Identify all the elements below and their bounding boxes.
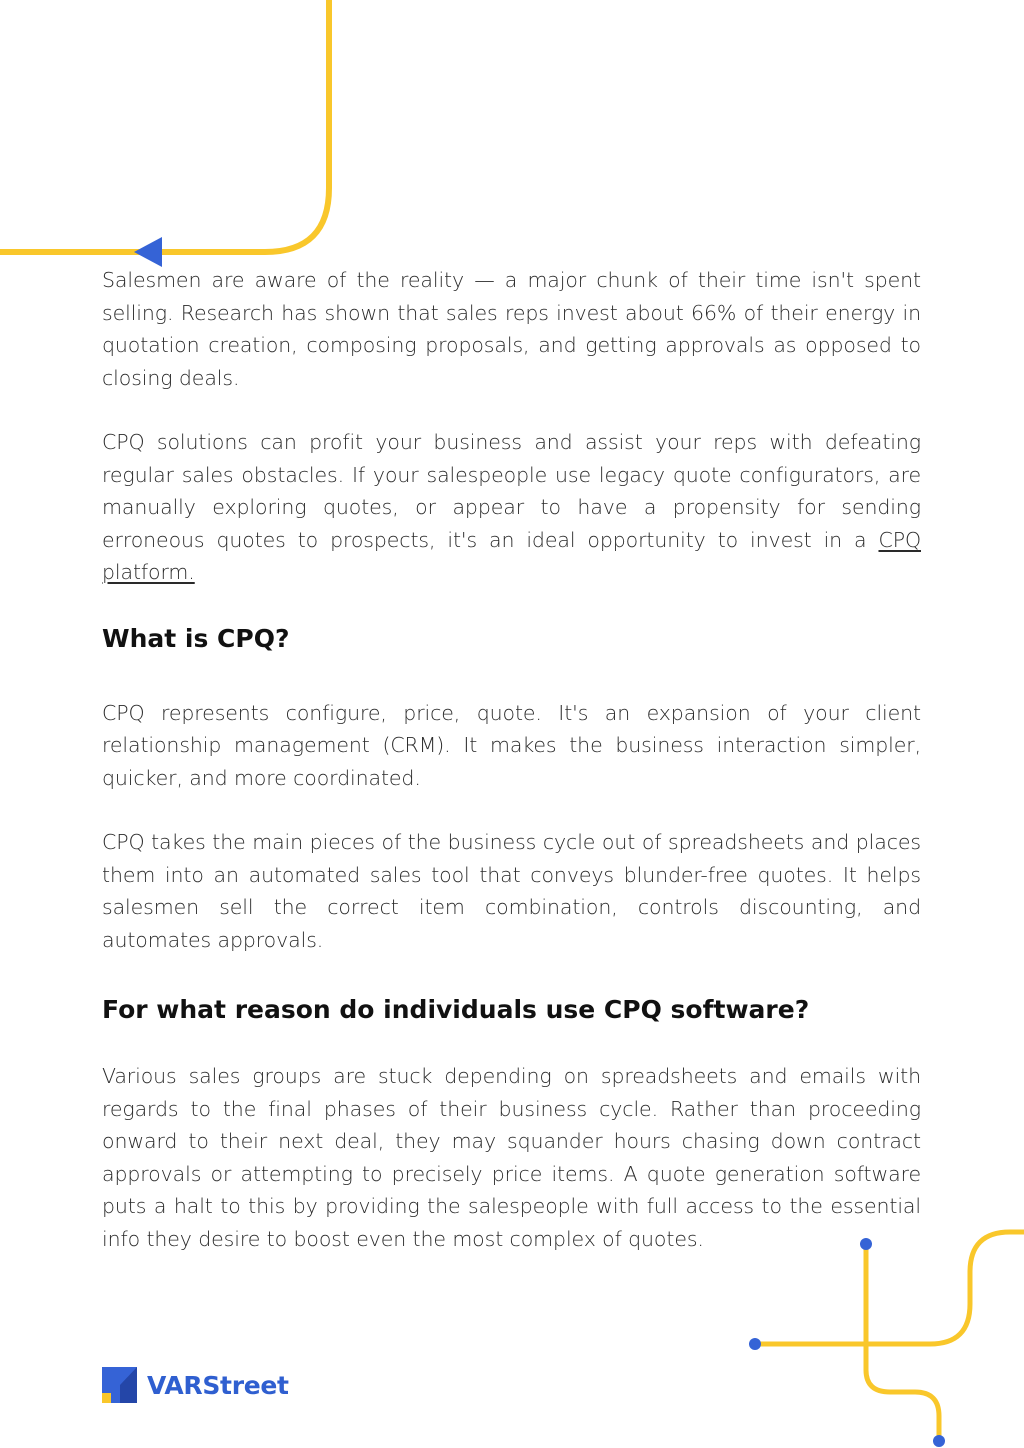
solutions-paragraph bbox=[102, 426, 921, 589]
cpq-description-paragraph: CPQ takes the main pieces of the business cycle out of spreadsheets and places them into an automated sales tool that conveys blunder-free quotes. It helps salesmen sell the correct item combination, controls discounting, and automates approvals. bbox=[102, 830, 921, 952]
blue-dot-bottom bbox=[933, 1435, 945, 1447]
logo-text: VARStreet bbox=[147, 1370, 289, 1400]
varstreet-logo bbox=[102, 1366, 289, 1404]
blue-dot-left bbox=[749, 1338, 761, 1350]
varstreet-logo-mark-icon bbox=[102, 1367, 137, 1403]
top-yellow-line bbox=[0, 0, 329, 252]
why-use-cpq-heading: For what reason do individuals use CPQ software? bbox=[102, 995, 810, 1024]
cpq-platform-link[interactable]: CPQ platform. bbox=[102, 527, 921, 584]
what-is-cpq-heading: What is CPQ? bbox=[102, 623, 290, 653]
cpq-definition-paragraph: CPQ represents configure, price, quote. It's an expansion of your client relationship management (CRM). It makes the business interaction simpler, quicker, and more coordinated. bbox=[102, 700, 921, 790]
intro-paragraph: Salesmen are aware of the reality — a major chunk of their time isn't spent selling. Research has shown that sales reps invest about 66% of their energy in quotation creation, composing proposals, and getting approvals as opposed to closing deals. bbox=[102, 268, 921, 390]
blue-arrow-icon bbox=[134, 237, 162, 267]
solutions-text: CPQ solutions can profit your business and assist your reps with defeating regular sales obstacles. If your salespeople use legacy quote configurators, are manually exploring quotes, or appear to have a propensity for sending erroneous quotes to prospects, it's an ideal opportunity to invest in a bbox=[102, 430, 921, 552]
document-body bbox=[102, 264, 921, 1287]
why-use-cpq-paragraph: Various sales groups are stuck depending on spreadsheets and emails with regards to the final phases of their business cycle. Rather than proceeding onward to their next deal, they may squander hours chasing down contract approvals or attempting to precisely price items. A quote generation software puts a halt to this by providing the salespeople with full access to the essential info they desire to boost even the most complex of quotes. bbox=[102, 1064, 921, 1251]
